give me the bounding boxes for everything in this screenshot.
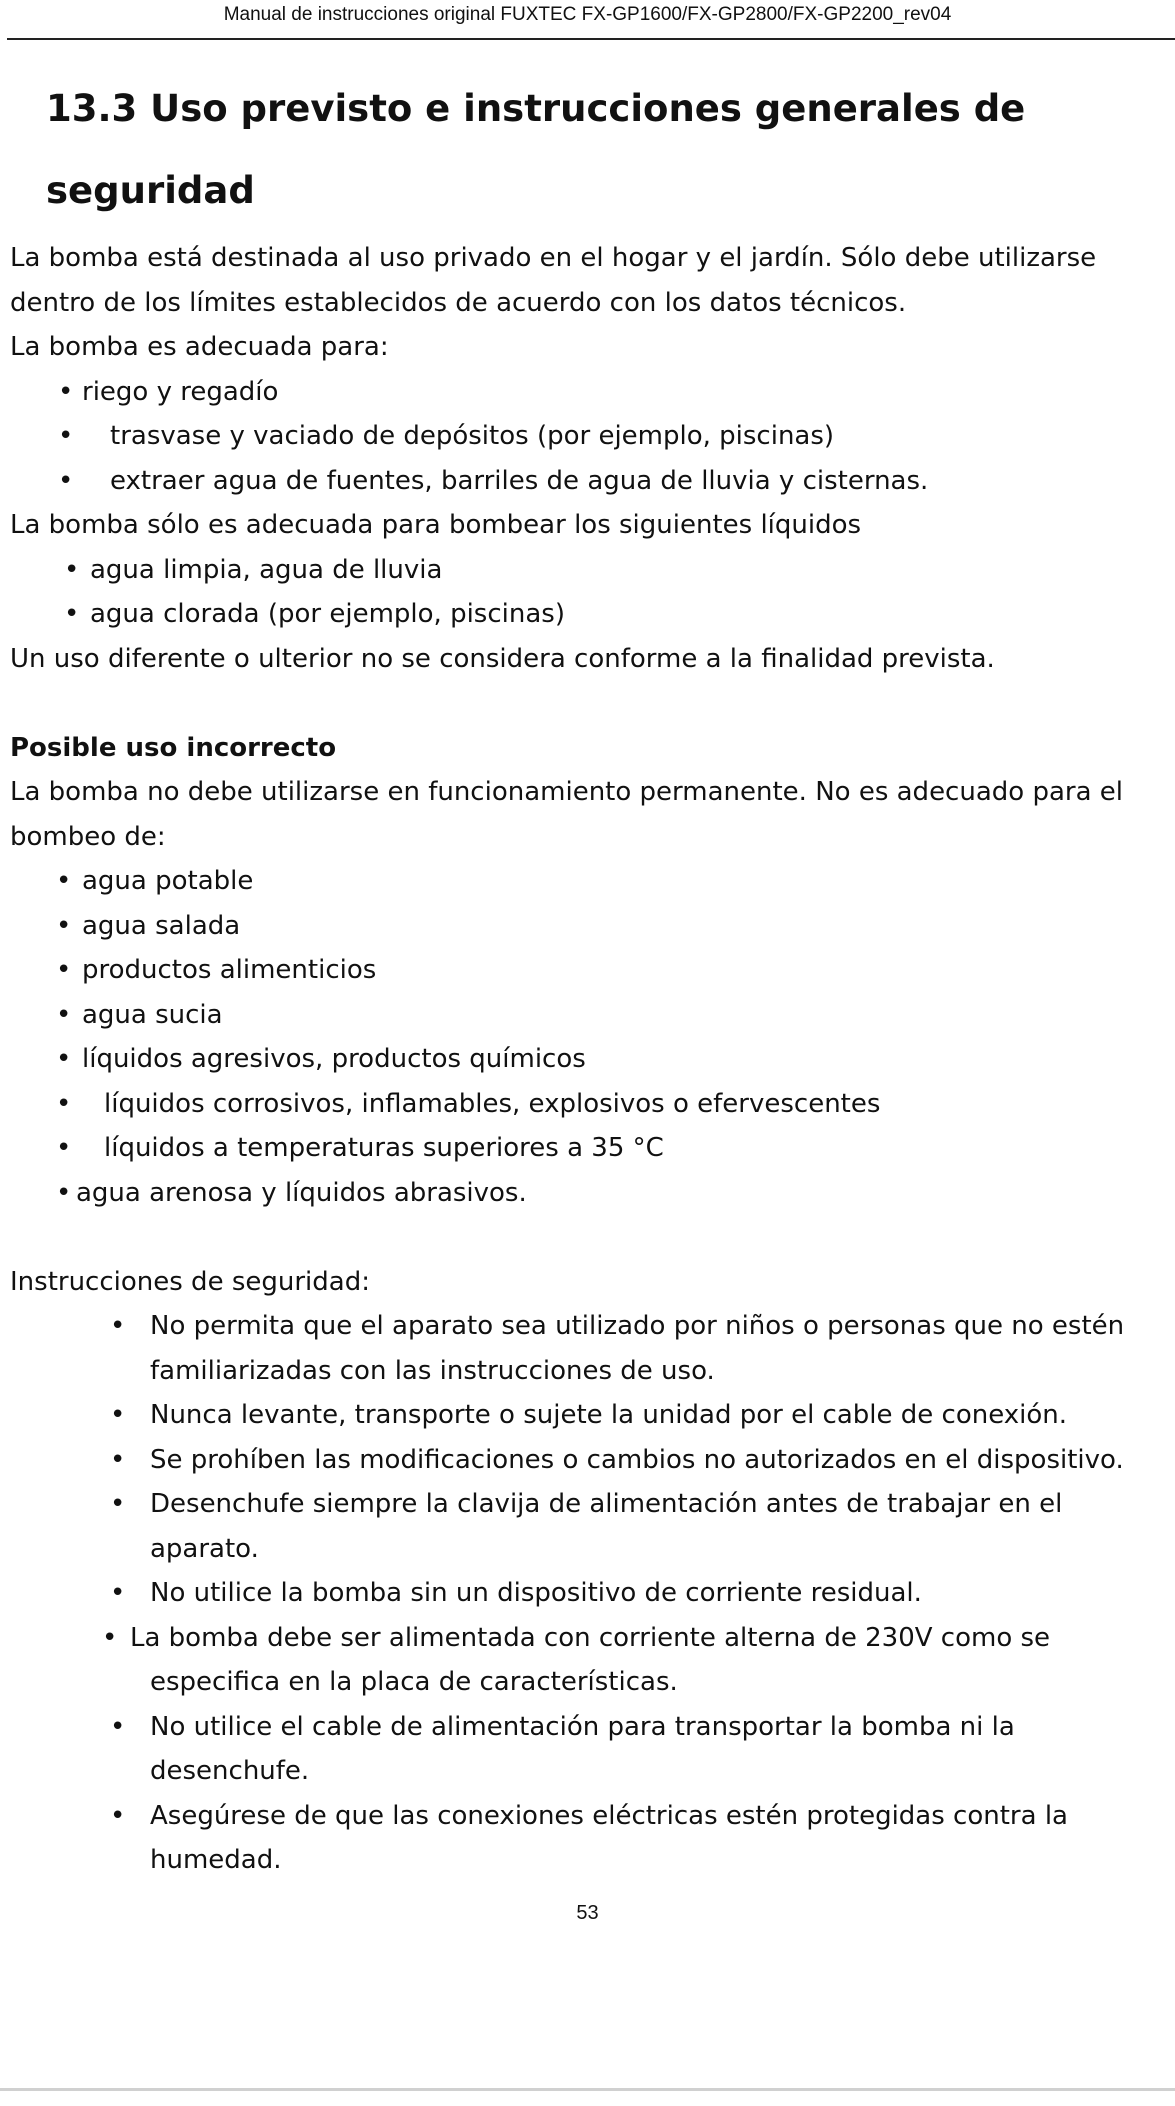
list-item: • agua arenosa y líquidos abrasivos.	[10, 1171, 1170, 1216]
list-item: • Asegúrese de que las conexiones eléctricas estén protegidas contra la humedad.	[10, 1794, 1170, 1883]
list-item: • agua sucia	[10, 993, 1170, 1038]
bullet-icon: •	[56, 1133, 72, 1163]
misuse-list-continued	[10, 1082, 1170, 1171]
misuse-paragraph: La bomba no debe utilizarse en funcionamiento permanente. No es adecuado para el bombeo de:	[10, 777, 1123, 852]
list-item: • La bomba debe ser alimentada con corriente alterna de 230V como se especifica en la placa de características.	[10, 1616, 1170, 1705]
safety-heading: Instrucciones de seguridad:	[10, 1266, 370, 1297]
list-item: • Se prohíben las modificaciones o cambios no autorizados en el dispositivo.	[10, 1438, 1170, 1483]
misuse-list-last	[10, 1171, 1170, 1216]
list-item: • Desenchufe siempre la clavija de alimentación antes de trabajar en el aparato.	[10, 1482, 1170, 1571]
bullet-icon: •	[110, 1400, 126, 1430]
list-item: • Nunca levante, transporte o sujete la unidad por el cable de conexión.	[10, 1393, 1170, 1438]
intro-paragraph: La bomba está destinada al uso privado en el hogar y el jardín. Sólo debe utilizarse dentro de los límites establecidos de acuerdo con los datos técnicos.	[10, 243, 1097, 318]
bullet-icon: •	[110, 1444, 126, 1475]
bullet-icon: •	[64, 599, 80, 629]
bullet-icon: •	[110, 1711, 126, 1742]
bullet-icon: •	[56, 1044, 72, 1074]
bullet-icon: •	[58, 421, 74, 451]
header-rule	[7, 38, 1175, 40]
safety-list-end	[10, 1705, 1170, 1883]
page-number: 53	[576, 1902, 599, 1924]
list-item: • agua potable	[10, 859, 1170, 904]
list-item: • agua salada	[10, 904, 1170, 949]
bullet-icon: •	[56, 910, 72, 941]
list-item: • No utilice el cable de alimentación para transportar la bomba ni la desenchufe.	[10, 1705, 1170, 1794]
suitable-for-list	[10, 370, 1170, 415]
section-title	[46, 68, 1146, 232]
list-item: • No utilice la bomba sin un dispositivo de corriente residual.	[10, 1571, 1170, 1616]
bullet-icon: •	[56, 866, 72, 896]
bullet-icon: •	[110, 1489, 126, 1519]
spacer	[10, 1215, 1170, 1260]
list-item: • No permita que el aparato sea utilizado por niños o personas que no estén familiarizadas con las instrucciones de uso.	[10, 1304, 1170, 1393]
section-title-line2: seguridad	[46, 169, 255, 212]
running-header: Manual de instrucciones original FUXTEC FX-GP1600/FX-GP2800/FX-GP2200_rev04	[223, 4, 952, 25]
safety-list-power	[10, 1616, 1170, 1705]
safety-list	[10, 1304, 1170, 1616]
bullet-icon: •	[56, 1177, 72, 1208]
bullet-icon: •	[64, 554, 80, 585]
section-title-line1: 13.3 Uso previsto e instrucciones generales de	[46, 87, 1026, 130]
bullet-icon: •	[56, 999, 72, 1030]
bullet-icon: •	[58, 376, 74, 407]
liquids-list	[10, 548, 1170, 637]
bullet-icon: •	[102, 1622, 118, 1653]
other-use-paragraph: Un uso diferente o ulterior no se considera conforme a la finalidad prevista.	[10, 643, 995, 674]
list-item: • extraer agua de fuentes, barriles de agua de lluvia y cisternas.	[10, 459, 1170, 504]
list-item: • productos alimenticios	[10, 948, 1170, 993]
suitable-for-label: La bomba es adecuada para:	[10, 332, 389, 362]
list-item: • líquidos agresivos, productos químicos	[10, 1037, 1170, 1082]
bullet-icon: •	[110, 1800, 126, 1831]
bullet-icon: •	[110, 1311, 126, 1341]
liquids-label: La bomba sólo es adecuada para bombear los siguientes líquidos	[10, 510, 862, 540]
bullet-icon: •	[110, 1578, 126, 1608]
bullet-icon: •	[58, 465, 74, 496]
list-item: • agua clorada (por ejemplo, piscinas)	[10, 592, 1170, 637]
spacer	[10, 681, 1170, 726]
list-item: • líquidos a temperaturas superiores a 35 °C	[10, 1126, 1170, 1171]
bullet-icon: •	[56, 1088, 72, 1119]
page-content	[10, 236, 1170, 1883]
bottom-rule	[0, 2088, 1175, 2091]
list-item: • riego y regadío	[10, 370, 1170, 415]
misuse-heading: Posible uso incorrecto	[10, 732, 337, 763]
suitable-for-list-continued	[10, 414, 1170, 503]
list-item: • trasvase y vaciado de depósitos (por ejemplo, piscinas)	[10, 414, 1170, 459]
misuse-list	[10, 859, 1170, 1082]
list-item: • agua limpia, agua de lluvia	[10, 548, 1170, 593]
bullet-icon: •	[56, 955, 72, 985]
list-item: • líquidos corrosivos, inflamables, explosivos o efervescentes	[10, 1082, 1170, 1127]
